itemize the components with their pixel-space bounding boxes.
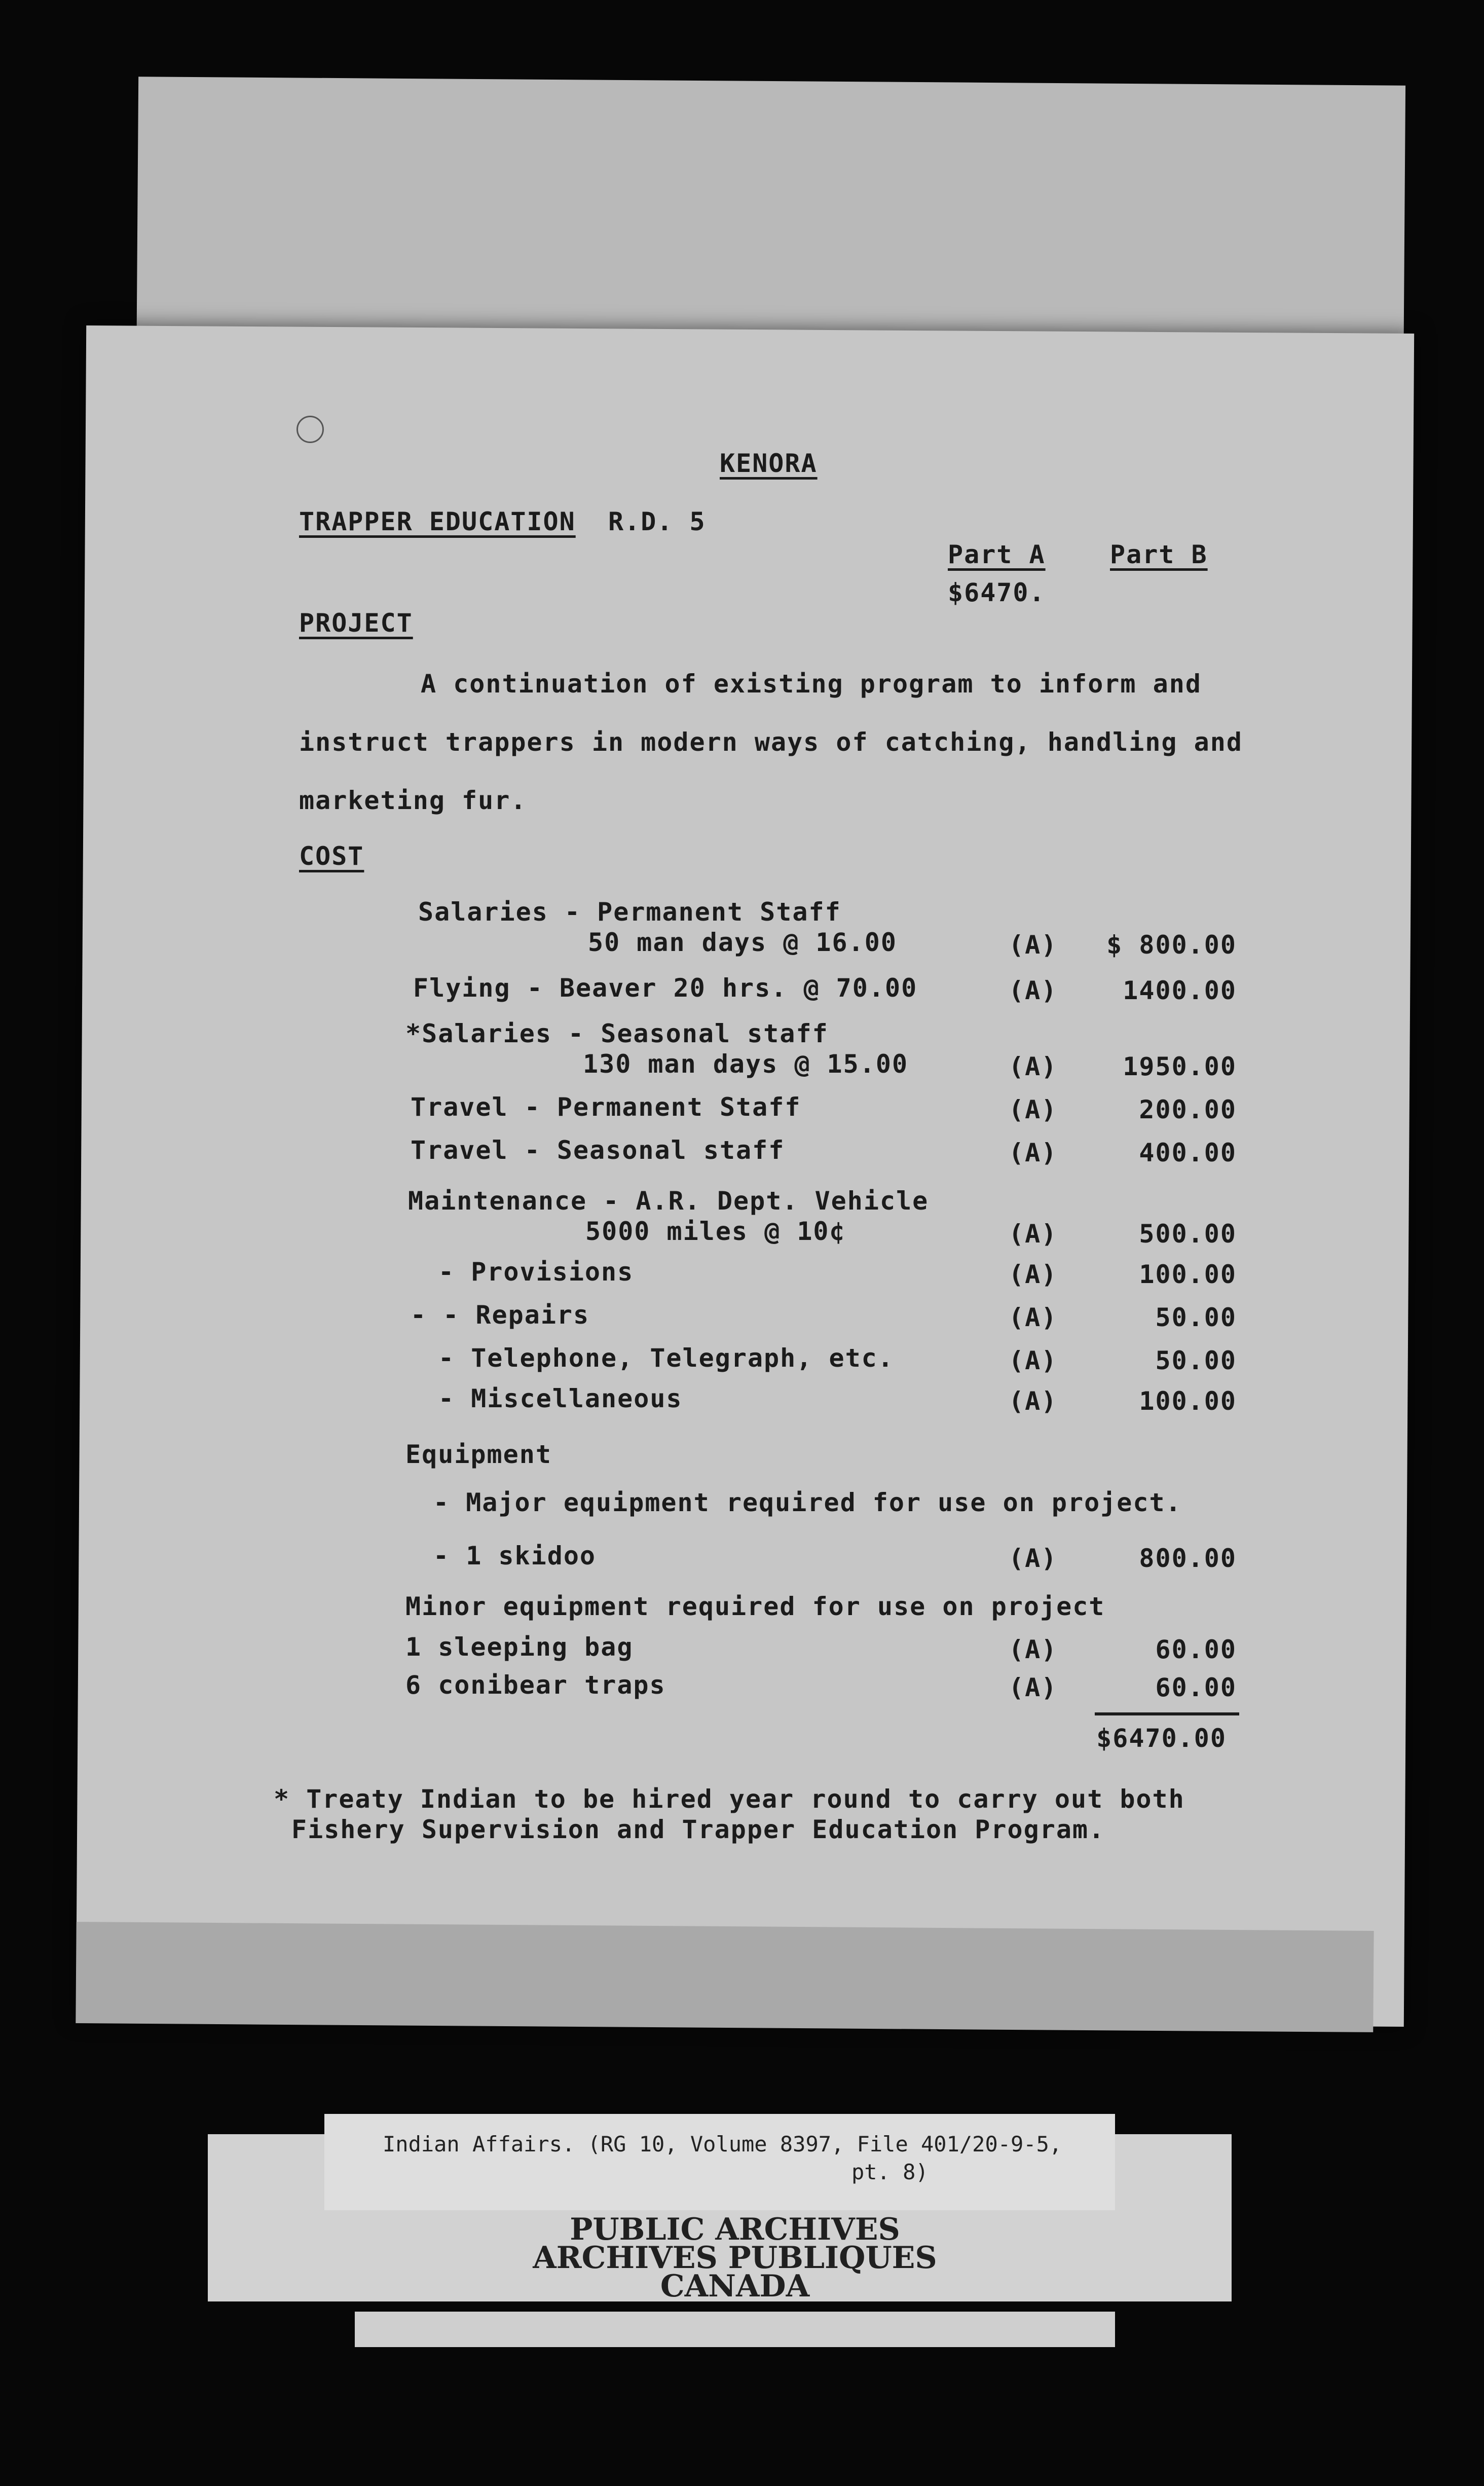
- project-text-line: A continuation of existing program to inform and: [421, 669, 1202, 699]
- archive-reference-card: [324, 2114, 1115, 2210]
- equipment-item-amount: 60.00: [1155, 1635, 1237, 1664]
- cost-item-label: Salaries - Permanent Staff: [418, 897, 841, 927]
- archive-name-fr: ARCHIVES PUBLIQUES: [533, 2240, 937, 2276]
- cost-item-detail: 5000 miles @ 10¢: [585, 1217, 846, 1246]
- equipment-item-amount: 60.00: [1155, 1673, 1237, 1702]
- major-equipment-line: - Major equipment required for use on project.: [433, 1488, 1182, 1517]
- cost-item-amount: $ 800.00: [1106, 930, 1237, 960]
- archive-reference-part: pt. 8): [851, 2160, 929, 2184]
- equipment-item-amount: 800.00: [1139, 1544, 1237, 1573]
- program-name: TRAPPER EDUCATION: [299, 507, 576, 536]
- cost-item-amount: 500.00: [1139, 1219, 1237, 1249]
- cost-item-label: - Miscellaneous: [438, 1384, 683, 1413]
- cost-item-amount: 1950.00: [1123, 1052, 1237, 1081]
- total-rule: [1095, 1712, 1239, 1715]
- cost-item-detail: 130 man days @ 15.00: [583, 1049, 909, 1079]
- cost-item-amount: 50.00: [1155, 1303, 1237, 1332]
- cost-item-label: Maintenance - A.R. Dept. Vehicle: [408, 1186, 929, 1216]
- cost-item-amount: 100.00: [1139, 1386, 1237, 1416]
- equipment-item-part: (A): [1009, 1673, 1058, 1702]
- part-a-total: $6470.: [948, 578, 1046, 607]
- equipment-item-label: 6 conibear traps: [405, 1670, 666, 1700]
- cost-item-part: (A): [1009, 930, 1058, 960]
- equipment-item-part: (A): [1009, 1635, 1058, 1664]
- archive-country: CANADA: [660, 2269, 810, 2304]
- cost-item-label: *Salaries - Seasonal staff: [405, 1019, 829, 1048]
- cost-item-part: (A): [1009, 976, 1058, 1005]
- cost-item-part: (A): [1009, 1219, 1058, 1249]
- cost-item-amount: 200.00: [1139, 1095, 1237, 1124]
- cost-heading: COST: [299, 842, 364, 871]
- footnote-line: * Treaty Indian to be hired year round to carry out both: [274, 1784, 1185, 1814]
- cost-item-detail: 50 man days @ 16.00: [588, 928, 897, 957]
- cost-item-part: (A): [1009, 1052, 1058, 1081]
- document-title: KENORA: [720, 449, 818, 478]
- equipment-item-label: - 1 skidoo: [433, 1541, 597, 1570]
- cost-item-part: (A): [1009, 1138, 1058, 1167]
- project-heading: PROJECT: [299, 608, 413, 638]
- cost-item-part: (A): [1009, 1303, 1058, 1332]
- cost-item-part: (A): [1009, 1260, 1058, 1289]
- archive-stamp: [355, 2212, 1115, 2304]
- district-code: R.D. 5: [608, 507, 706, 536]
- cost-item-amount: 1400.00: [1123, 976, 1237, 1005]
- equipment-item-label: 1 sleeping bag: [405, 1632, 634, 1662]
- cost-item-amount: 50.00: [1155, 1346, 1237, 1375]
- equipment-item-part: (A): [1009, 1544, 1058, 1573]
- equipment-heading: Equipment: [405, 1440, 552, 1469]
- cost-item-label: - - Repairs: [411, 1300, 590, 1330]
- project-text-line: marketing fur.: [299, 786, 527, 815]
- footnote-line: Fishery Supervision and Trapper Education Program.: [291, 1815, 1105, 1844]
- cost-item-label: - Provisions: [438, 1257, 634, 1287]
- total-amount: $6470.00: [1096, 1724, 1227, 1753]
- cost-item-label: Travel - Seasonal staff: [411, 1136, 785, 1165]
- archive-reference: Indian Affairs. (RG 10, Volume 8397, File 401/20-9-5,: [383, 2132, 1062, 2156]
- cost-item-amount: 100.00: [1139, 1260, 1237, 1289]
- cost-item-label: - Telephone, Telegraph, etc.: [438, 1343, 894, 1373]
- cost-item-part: (A): [1009, 1386, 1058, 1416]
- cost-item-part: (A): [1009, 1095, 1058, 1124]
- archive-name-en: PUBLIC ARCHIVES: [570, 2212, 900, 2247]
- cost-item-part: (A): [1009, 1346, 1058, 1375]
- archive-label-strip: [355, 2312, 1115, 2347]
- cost-item-label: Travel - Permanent Staff: [411, 1092, 801, 1122]
- cost-item-label: Flying - Beaver 20 hrs. @ 70.00: [413, 973, 918, 1003]
- part-a-label: Part A: [948, 540, 1046, 569]
- minor-equipment-line: Minor equipment required for use on project: [405, 1592, 1105, 1621]
- project-text-line: instruct trappers in modern ways of catching, handling and: [299, 727, 1243, 757]
- part-b-label: Part B: [1110, 540, 1208, 569]
- cost-item-amount: 400.00: [1139, 1138, 1237, 1167]
